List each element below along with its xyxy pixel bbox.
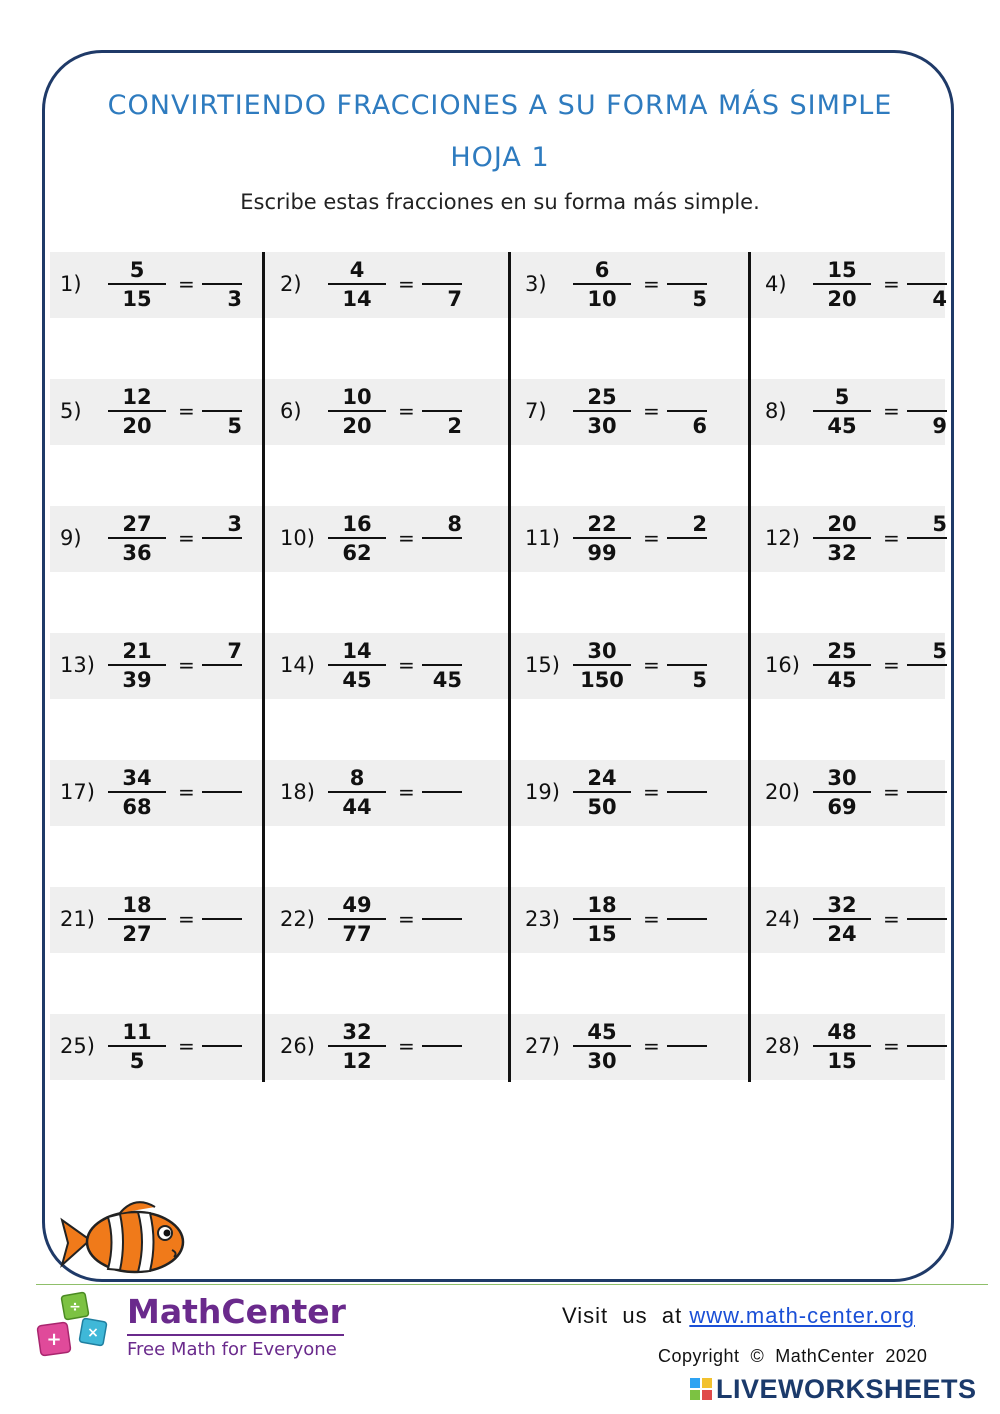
fraction-denominator: 45 bbox=[827, 414, 857, 438]
problem-item bbox=[272, 506, 472, 572]
fraction-numerator: 25 bbox=[813, 638, 871, 666]
brand-tagline: Free Math for Everyone bbox=[127, 1339, 337, 1360]
fraction-numerator: 6 bbox=[573, 257, 631, 285]
fraction-denominator: 45 bbox=[827, 668, 857, 692]
fraction-denominator: 10 bbox=[587, 287, 617, 311]
problem-number: 16) bbox=[765, 653, 800, 677]
answer-numerator[interactable]: 8 bbox=[422, 511, 462, 539]
fraction-numerator: 30 bbox=[813, 765, 871, 793]
problem-item bbox=[52, 760, 252, 826]
problem-number: 24) bbox=[765, 907, 800, 931]
equals-sign: = bbox=[398, 780, 415, 804]
fraction-denominator: 50 bbox=[587, 795, 617, 819]
answer-numerator[interactable] bbox=[202, 765, 242, 793]
fraction-denominator: 15 bbox=[122, 287, 152, 311]
fraction-numerator: 12 bbox=[108, 384, 166, 412]
given-fraction bbox=[573, 765, 631, 821]
fraction-numerator: 11 bbox=[108, 1019, 166, 1047]
equals-sign: = bbox=[643, 907, 660, 931]
problem-item bbox=[272, 252, 472, 318]
fraction-denominator: 99 bbox=[587, 541, 617, 565]
equals-sign: = bbox=[883, 272, 900, 296]
given-fraction bbox=[573, 511, 631, 567]
problem-item bbox=[517, 379, 717, 445]
problem-item bbox=[757, 1014, 957, 1080]
problem-item bbox=[757, 379, 957, 445]
answer-fraction[interactable] bbox=[667, 638, 707, 694]
problem-item bbox=[272, 633, 472, 699]
column-divider bbox=[508, 252, 511, 1082]
answer-numerator[interactable] bbox=[202, 892, 242, 920]
fraction-numerator: 15 bbox=[813, 257, 871, 285]
answer-numerator[interactable] bbox=[907, 1019, 947, 1047]
problem-item bbox=[52, 887, 252, 953]
problem-number: 15) bbox=[525, 653, 560, 677]
answer-denominator[interactable]: 6 bbox=[692, 414, 707, 438]
worksheet-subtitle: HOJA 1 bbox=[450, 142, 550, 173]
problem-item bbox=[517, 506, 717, 572]
answer-numerator[interactable] bbox=[422, 765, 462, 793]
fraction-numerator: 18 bbox=[573, 892, 631, 920]
fraction-denominator: 15 bbox=[587, 922, 617, 946]
equals-sign: = bbox=[398, 272, 415, 296]
problem-item bbox=[272, 887, 472, 953]
answer-fraction[interactable] bbox=[202, 257, 242, 313]
svg-text:+: + bbox=[46, 1329, 62, 1350]
fraction-numerator: 8 bbox=[328, 765, 386, 793]
fraction-numerator: 32 bbox=[813, 892, 871, 920]
fraction-numerator: 18 bbox=[108, 892, 166, 920]
equals-sign: = bbox=[643, 1034, 660, 1058]
fraction-denominator: 30 bbox=[587, 414, 617, 438]
answer-denominator[interactable]: 4 bbox=[932, 287, 947, 311]
equals-sign: = bbox=[643, 653, 660, 677]
answer-numerator[interactable] bbox=[202, 1019, 242, 1047]
fraction-numerator: 14 bbox=[328, 638, 386, 666]
problem-item bbox=[517, 252, 717, 318]
given-fraction bbox=[813, 257, 871, 313]
visit-line bbox=[562, 1303, 915, 1329]
answer-fraction[interactable] bbox=[667, 511, 707, 539]
fraction-numerator: 32 bbox=[328, 1019, 386, 1047]
problem-number: 25) bbox=[60, 1034, 95, 1058]
answer-numerator[interactable] bbox=[907, 384, 947, 412]
problem-number: 11) bbox=[525, 526, 560, 550]
fraction-denominator: 69 bbox=[827, 795, 857, 819]
liveworksheets-text: LIVEWORKSHEETS bbox=[716, 1374, 977, 1404]
fraction-denominator: 24 bbox=[827, 922, 857, 946]
fraction-numerator: 4 bbox=[328, 257, 386, 285]
fraction-numerator: 49 bbox=[328, 892, 386, 920]
answer-denominator[interactable]: 5 bbox=[692, 668, 707, 692]
answer-fraction[interactable] bbox=[422, 892, 462, 920]
given-fraction bbox=[573, 1019, 631, 1075]
given-fraction bbox=[328, 765, 386, 821]
answer-numerator[interactable]: 5 bbox=[907, 511, 947, 539]
problem-number: 22) bbox=[280, 907, 315, 931]
website-link[interactable]: www.math-center.org bbox=[689, 1303, 915, 1328]
fraction-numerator: 16 bbox=[328, 511, 386, 539]
worksheet-title: CONVIRTIENDO FRACCIONES A SU FORMA MÁS SIMPLE bbox=[107, 90, 893, 121]
equals-sign: = bbox=[398, 399, 415, 423]
problem-number: 12) bbox=[765, 526, 800, 550]
fraction-denominator: 20 bbox=[342, 414, 372, 438]
answer-denominator[interactable]: 9 bbox=[932, 414, 947, 438]
given-fraction bbox=[108, 257, 166, 313]
answer-fraction[interactable] bbox=[422, 1019, 462, 1047]
given-fraction bbox=[328, 1019, 386, 1075]
fraction-denominator: 15 bbox=[827, 1049, 857, 1073]
problem-item bbox=[757, 633, 957, 699]
equals-sign: = bbox=[178, 526, 195, 550]
answer-denominator[interactable]: 3 bbox=[227, 287, 242, 311]
answer-denominator[interactable]: 2 bbox=[447, 414, 462, 438]
equals-sign: = bbox=[883, 907, 900, 931]
answer-numerator[interactable] bbox=[667, 384, 707, 412]
problem-item bbox=[52, 252, 252, 318]
answer-numerator[interactable] bbox=[907, 765, 947, 793]
answer-numerator[interactable] bbox=[667, 1019, 707, 1047]
given-fraction bbox=[328, 892, 386, 948]
problem-number: 7) bbox=[525, 399, 547, 423]
problem-number: 20) bbox=[765, 780, 800, 804]
fraction-numerator: 30 bbox=[573, 638, 631, 666]
fraction-denominator: 150 bbox=[580, 668, 624, 692]
answer-fraction[interactable] bbox=[907, 257, 947, 313]
fraction-denominator: 32 bbox=[827, 541, 857, 565]
fraction-denominator: 14 bbox=[342, 287, 372, 311]
answer-denominator[interactable]: 7 bbox=[447, 287, 462, 311]
given-fraction bbox=[108, 638, 166, 694]
answer-numerator[interactable] bbox=[667, 765, 707, 793]
problem-item bbox=[52, 1014, 252, 1080]
fraction-numerator: 21 bbox=[108, 638, 166, 666]
problem-number: 5) bbox=[60, 399, 82, 423]
fraction-numerator: 5 bbox=[813, 384, 871, 412]
answer-fraction[interactable] bbox=[422, 511, 462, 539]
problem-item bbox=[757, 760, 957, 826]
answer-denominator[interactable]: 5 bbox=[227, 414, 242, 438]
equals-sign: = bbox=[178, 1034, 195, 1058]
given-fraction bbox=[328, 511, 386, 567]
fraction-numerator: 27 bbox=[108, 511, 166, 539]
fraction-numerator: 22 bbox=[573, 511, 631, 539]
svg-text:×: × bbox=[87, 1325, 99, 1341]
answer-numerator[interactable] bbox=[667, 892, 707, 920]
answer-numerator[interactable] bbox=[202, 384, 242, 412]
answer-fraction[interactable] bbox=[907, 384, 947, 440]
given-fraction bbox=[813, 892, 871, 948]
fraction-denominator: 45 bbox=[342, 668, 372, 692]
answer-numerator[interactable]: 3 bbox=[202, 511, 242, 539]
problem-number: 23) bbox=[525, 907, 560, 931]
equals-sign: = bbox=[643, 399, 660, 423]
given-fraction bbox=[813, 638, 871, 694]
given-fraction bbox=[573, 257, 631, 313]
answer-numerator[interactable] bbox=[202, 257, 242, 285]
problem-number: 21) bbox=[60, 907, 95, 931]
answer-fraction[interactable] bbox=[667, 384, 707, 440]
answer-numerator[interactable]: 2 bbox=[667, 511, 707, 539]
equals-sign: = bbox=[178, 399, 195, 423]
equals-sign: = bbox=[883, 780, 900, 804]
answer-denominator[interactable]: 5 bbox=[692, 287, 707, 311]
problem-number: 9) bbox=[60, 526, 82, 550]
problem-item bbox=[272, 379, 472, 445]
equals-sign: = bbox=[398, 1034, 415, 1058]
problem-item bbox=[517, 633, 717, 699]
given-fraction bbox=[573, 638, 631, 694]
equals-sign: = bbox=[398, 653, 415, 677]
fraction-numerator: 20 bbox=[813, 511, 871, 539]
answer-fraction[interactable] bbox=[422, 765, 462, 793]
given-fraction bbox=[108, 1019, 166, 1075]
answer-numerator[interactable] bbox=[422, 257, 462, 285]
equals-sign: = bbox=[398, 907, 415, 931]
answer-denominator[interactable]: 45 bbox=[432, 668, 462, 692]
given-fraction bbox=[813, 511, 871, 567]
fraction-numerator: 5 bbox=[108, 257, 166, 285]
answer-fraction[interactable] bbox=[202, 1019, 242, 1047]
answer-numerator[interactable]: 7 bbox=[202, 638, 242, 666]
brand-name: MathCenter bbox=[127, 1292, 346, 1331]
given-fraction bbox=[108, 765, 166, 821]
answer-numerator[interactable] bbox=[422, 1019, 462, 1047]
fraction-denominator: 36 bbox=[122, 541, 152, 565]
fraction-denominator: 68 bbox=[122, 795, 152, 819]
problem-item bbox=[757, 506, 957, 572]
given-fraction bbox=[108, 892, 166, 948]
problem-item bbox=[272, 1014, 472, 1080]
equals-sign: = bbox=[178, 780, 195, 804]
clownfish-icon bbox=[60, 1195, 185, 1280]
fraction-denominator: 62 bbox=[342, 541, 372, 565]
fraction-numerator: 34 bbox=[108, 765, 166, 793]
equals-sign: = bbox=[883, 1034, 900, 1058]
fraction-numerator: 45 bbox=[573, 1019, 631, 1047]
given-fraction bbox=[813, 384, 871, 440]
problem-number: 26) bbox=[280, 1034, 315, 1058]
problem-item bbox=[757, 252, 957, 318]
fraction-numerator: 48 bbox=[813, 1019, 871, 1047]
answer-fraction[interactable] bbox=[202, 384, 242, 440]
answer-numerator[interactable] bbox=[667, 638, 707, 666]
answer-fraction[interactable] bbox=[667, 257, 707, 313]
equals-sign: = bbox=[178, 272, 195, 296]
given-fraction bbox=[328, 257, 386, 313]
equals-sign: = bbox=[178, 653, 195, 677]
problem-item bbox=[517, 1014, 717, 1080]
equals-sign: = bbox=[883, 526, 900, 550]
copyright: Copyright © MathCenter 2020 bbox=[658, 1346, 928, 1366]
given-fraction bbox=[328, 384, 386, 440]
equals-sign: = bbox=[178, 907, 195, 931]
answer-fraction[interactable] bbox=[202, 892, 242, 920]
given-fraction bbox=[813, 765, 871, 821]
answer-fraction[interactable] bbox=[202, 638, 242, 666]
answer-numerator[interactable] bbox=[422, 384, 462, 412]
answer-fraction[interactable] bbox=[667, 1019, 707, 1047]
answer-fraction[interactable] bbox=[907, 892, 947, 920]
fraction-numerator: 24 bbox=[573, 765, 631, 793]
problem-item bbox=[517, 760, 717, 826]
fraction-denominator: 44 bbox=[342, 795, 372, 819]
problem-number: 10) bbox=[280, 526, 315, 550]
fraction-denominator: 20 bbox=[827, 287, 857, 311]
problem-number: 14) bbox=[280, 653, 315, 677]
fraction-numerator: 25 bbox=[573, 384, 631, 412]
problem-number: 1) bbox=[60, 272, 82, 296]
problem-number: 3) bbox=[525, 272, 547, 296]
problem-item bbox=[52, 506, 252, 572]
fraction-numerator: 10 bbox=[328, 384, 386, 412]
fraction-denominator: 77 bbox=[342, 922, 372, 946]
equals-sign: = bbox=[883, 653, 900, 677]
problem-item bbox=[517, 887, 717, 953]
answer-fraction[interactable] bbox=[907, 765, 947, 793]
footer-divider bbox=[36, 1284, 988, 1285]
answer-fraction[interactable] bbox=[667, 765, 707, 793]
given-fraction bbox=[573, 892, 631, 948]
column-divider bbox=[748, 252, 751, 1082]
fraction-denominator: 12 bbox=[342, 1049, 372, 1073]
problem-item bbox=[272, 760, 472, 826]
answer-fraction[interactable] bbox=[667, 892, 707, 920]
answer-numerator[interactable] bbox=[667, 257, 707, 285]
answer-numerator[interactable] bbox=[422, 892, 462, 920]
fraction-denominator: 30 bbox=[587, 1049, 617, 1073]
answer-fraction[interactable] bbox=[422, 638, 462, 694]
given-fraction bbox=[108, 511, 166, 567]
problem-item bbox=[757, 887, 957, 953]
problem-number: 8) bbox=[765, 399, 787, 423]
given-fraction bbox=[108, 384, 166, 440]
problem-number: 17) bbox=[60, 780, 95, 804]
liveworksheets-grid-icon bbox=[690, 1378, 712, 1400]
problem-number: 19) bbox=[525, 780, 560, 804]
equals-sign: = bbox=[643, 272, 660, 296]
problem-number: 28) bbox=[765, 1034, 800, 1058]
visit-text: Visit us at bbox=[562, 1303, 683, 1328]
equals-sign: = bbox=[643, 526, 660, 550]
problem-number: 18) bbox=[280, 780, 315, 804]
given-fraction bbox=[813, 1019, 871, 1075]
problem-item bbox=[52, 379, 252, 445]
liveworksheets-logo bbox=[690, 1374, 977, 1405]
answer-fraction[interactable] bbox=[907, 1019, 947, 1047]
answer-fraction[interactable] bbox=[202, 511, 242, 539]
cubes-logo-icon bbox=[35, 1288, 115, 1366]
answer-fraction[interactable] bbox=[907, 511, 947, 539]
fraction-denominator: 20 bbox=[122, 414, 152, 438]
answer-fraction[interactable] bbox=[422, 257, 462, 313]
column-divider bbox=[262, 252, 265, 1082]
problem-number: 27) bbox=[525, 1034, 560, 1058]
svg-text:÷: ÷ bbox=[69, 1299, 81, 1315]
problem-number: 4) bbox=[765, 272, 787, 296]
problem-item bbox=[52, 633, 252, 699]
answer-fraction[interactable] bbox=[422, 384, 462, 440]
equals-sign: = bbox=[883, 399, 900, 423]
problem-number: 6) bbox=[280, 399, 302, 423]
instructions: Escribe estas fracciones en su forma más simple. bbox=[240, 190, 760, 214]
given-fraction bbox=[328, 638, 386, 694]
brand-underline bbox=[127, 1334, 344, 1336]
fraction-denominator: 5 bbox=[129, 1049, 145, 1073]
equals-sign: = bbox=[398, 526, 415, 550]
problem-number: 13) bbox=[60, 653, 95, 677]
fraction-denominator: 39 bbox=[122, 668, 152, 692]
fraction-denominator: 27 bbox=[122, 922, 152, 946]
answer-numerator[interactable] bbox=[422, 638, 462, 666]
given-fraction bbox=[573, 384, 631, 440]
problem-number: 2) bbox=[280, 272, 302, 296]
answer-numerator[interactable]: 5 bbox=[907, 638, 947, 666]
equals-sign: = bbox=[643, 780, 660, 804]
answer-fraction[interactable] bbox=[907, 638, 947, 666]
answer-numerator[interactable] bbox=[907, 892, 947, 920]
answer-fraction[interactable] bbox=[202, 765, 242, 793]
answer-numerator[interactable] bbox=[907, 257, 947, 285]
